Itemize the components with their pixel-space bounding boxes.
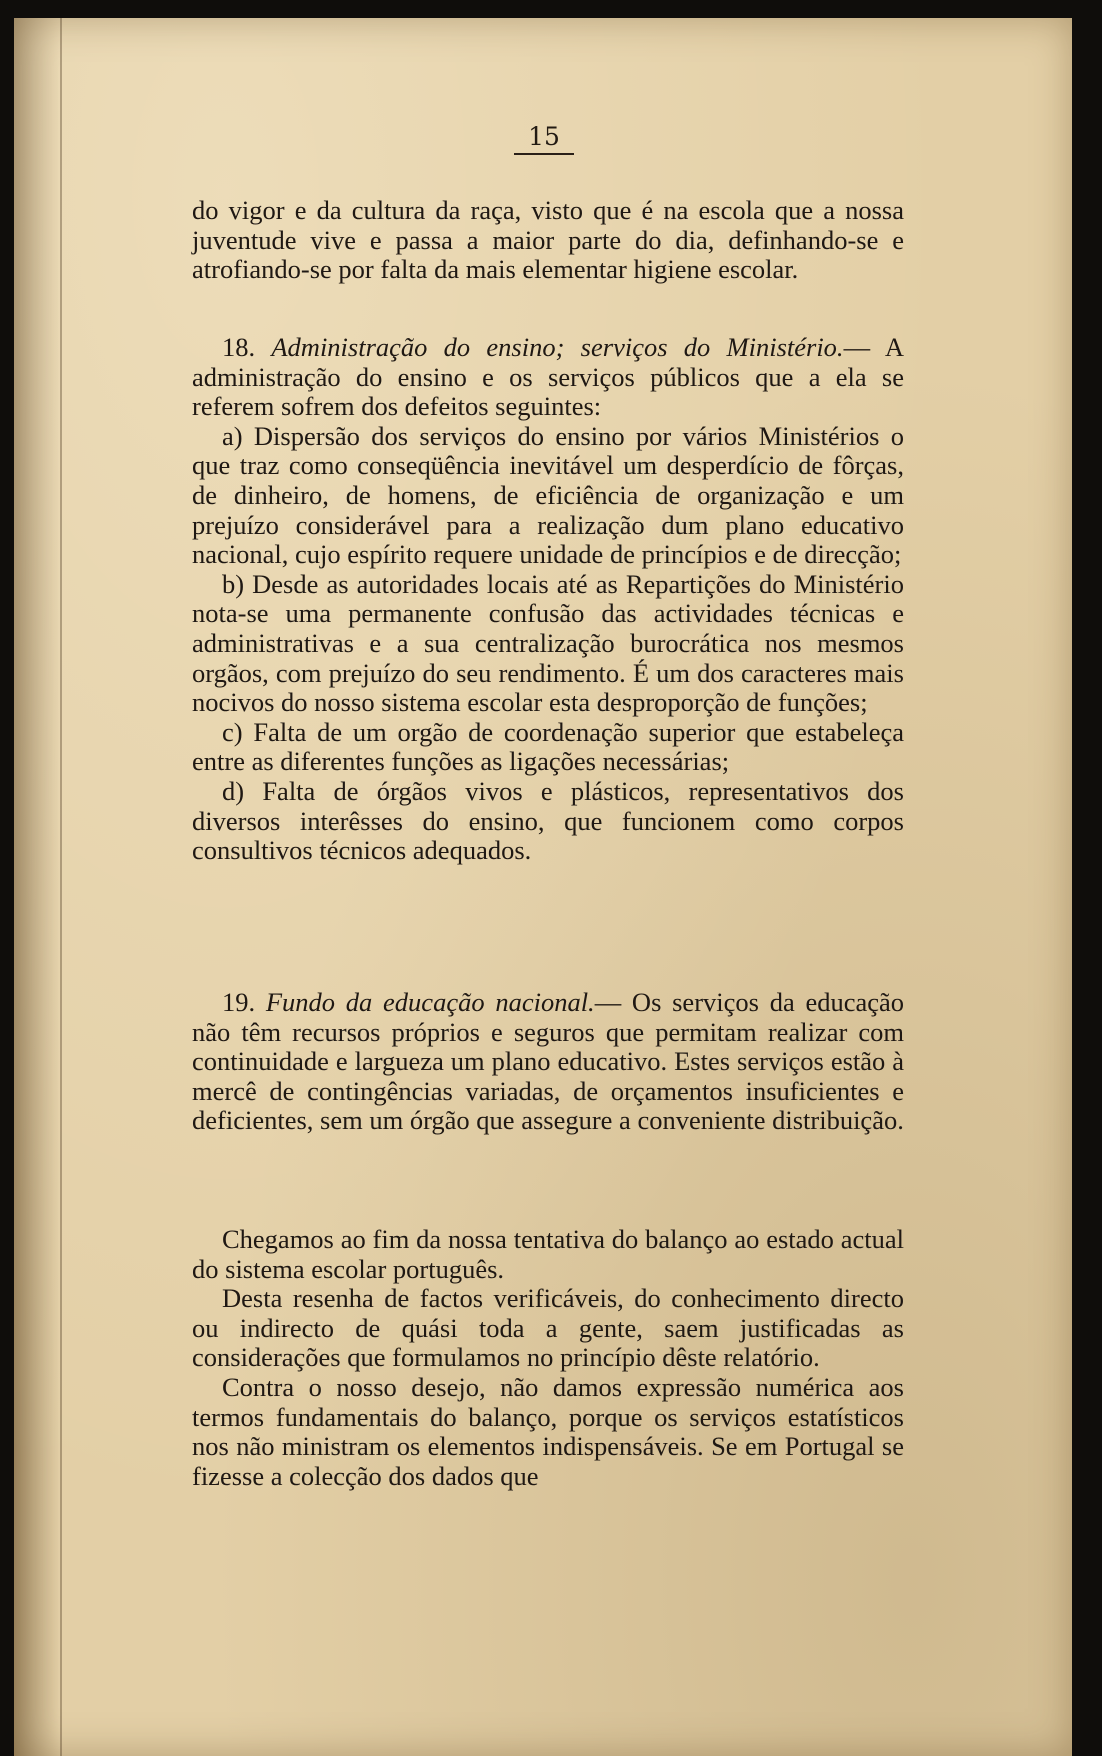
- section-18-item-c: c) Falta de um orgão de coordenação superior que estabeleça entre as diferentes funções as ligações necessárias;: [192, 716, 904, 777]
- intro-paragraph: do vigor e da cultura da raça, visto que é na escola que a nossa juventude vive e passa a maior parte do dia, definhando-se e atrofiando-se por falta da mais elementar higiene escolar.: [192, 195, 904, 285]
- section-19-number: 19.: [222, 987, 256, 1017]
- section-18-item-a: a) Dispersão dos serviços do ensino por vários Ministérios o que traz como conseqüência inevitável um desperdício de fôrças, de dinheiro, de homens, de eficiência de organização e um prejuízo considerável para a realização dum plano educativo nacional, cujo espírito requere unidade de princípios e de direcção;: [192, 420, 904, 570]
- section-18-heading: [192, 333, 904, 422]
- section-19-paragraph: [192, 988, 904, 1136]
- closing-paragraph-2: Desta resenha de factos verificáveis, do conhecimento directo ou indirecto de quási toda a gente, saem justificadas as considerações que formulamos no princípio dêste relatório.: [192, 1283, 904, 1373]
- section-19-title: Fundo da educação nacional.: [265, 987, 595, 1017]
- section-18-item-d: d) Falta de órgãos vivos e plásticos, representativos dos diversos interêsses do ensino, que funcionem como corpos consultivos técnicos adequados.: [192, 775, 904, 866]
- section-18-title: Administração do ensino; serviços do Ministério.: [271, 332, 844, 362]
- page-number: 15: [514, 122, 574, 155]
- section-18-number: 18.: [222, 332, 256, 362]
- intro-paragraph-block: [192, 196, 904, 285]
- page-spine-shadow: [60, 18, 62, 1756]
- section-19-body: — Os serviços da educação não têm recursos próprios e seguros que permitam realizar com continuidade e largueza um plano educativo. Estes serviços estão à mercê de contingências variadas, de orçamentos insuficientes e deficientes, sem um órgão que assegure a conveniente distribuição.: [192, 987, 905, 1136]
- section-18-intro: — A administração do ensino e os serviços públicos que a ela se referem sofrem dos defeitos seguintes:: [192, 332, 904, 422]
- closing-paragraph-1: Chegamos ao fim da nossa tentativa do balanço ao estado actual do sistema escolar português.: [192, 1224, 904, 1284]
- closing-paragraph-3: Contra o nosso desejo, não damos expressão numérica aos termos fundamentais do balanço, porque os serviços estatísticos nos não ministram os elementos indispensáveis. Se em Portugal se fizesse a colecção dos dados que: [192, 1371, 904, 1491]
- section-18-item-b: b) Desde as autoridades locais até as Repartições do Ministério nota-se uma permanente confusão das actividades técnicas e administrativas e a sua centralização burocrática nos mesmos orgãos, com prejuízo do seu rendimento. É um dos caracteres mais nocivos do nosso sistema escolar esta desproporção de funções;: [192, 568, 904, 718]
- section-19: [192, 988, 904, 1136]
- book-page: [14, 18, 1072, 1756]
- section-18: [192, 333, 904, 866]
- closing-section: [192, 1225, 904, 1491]
